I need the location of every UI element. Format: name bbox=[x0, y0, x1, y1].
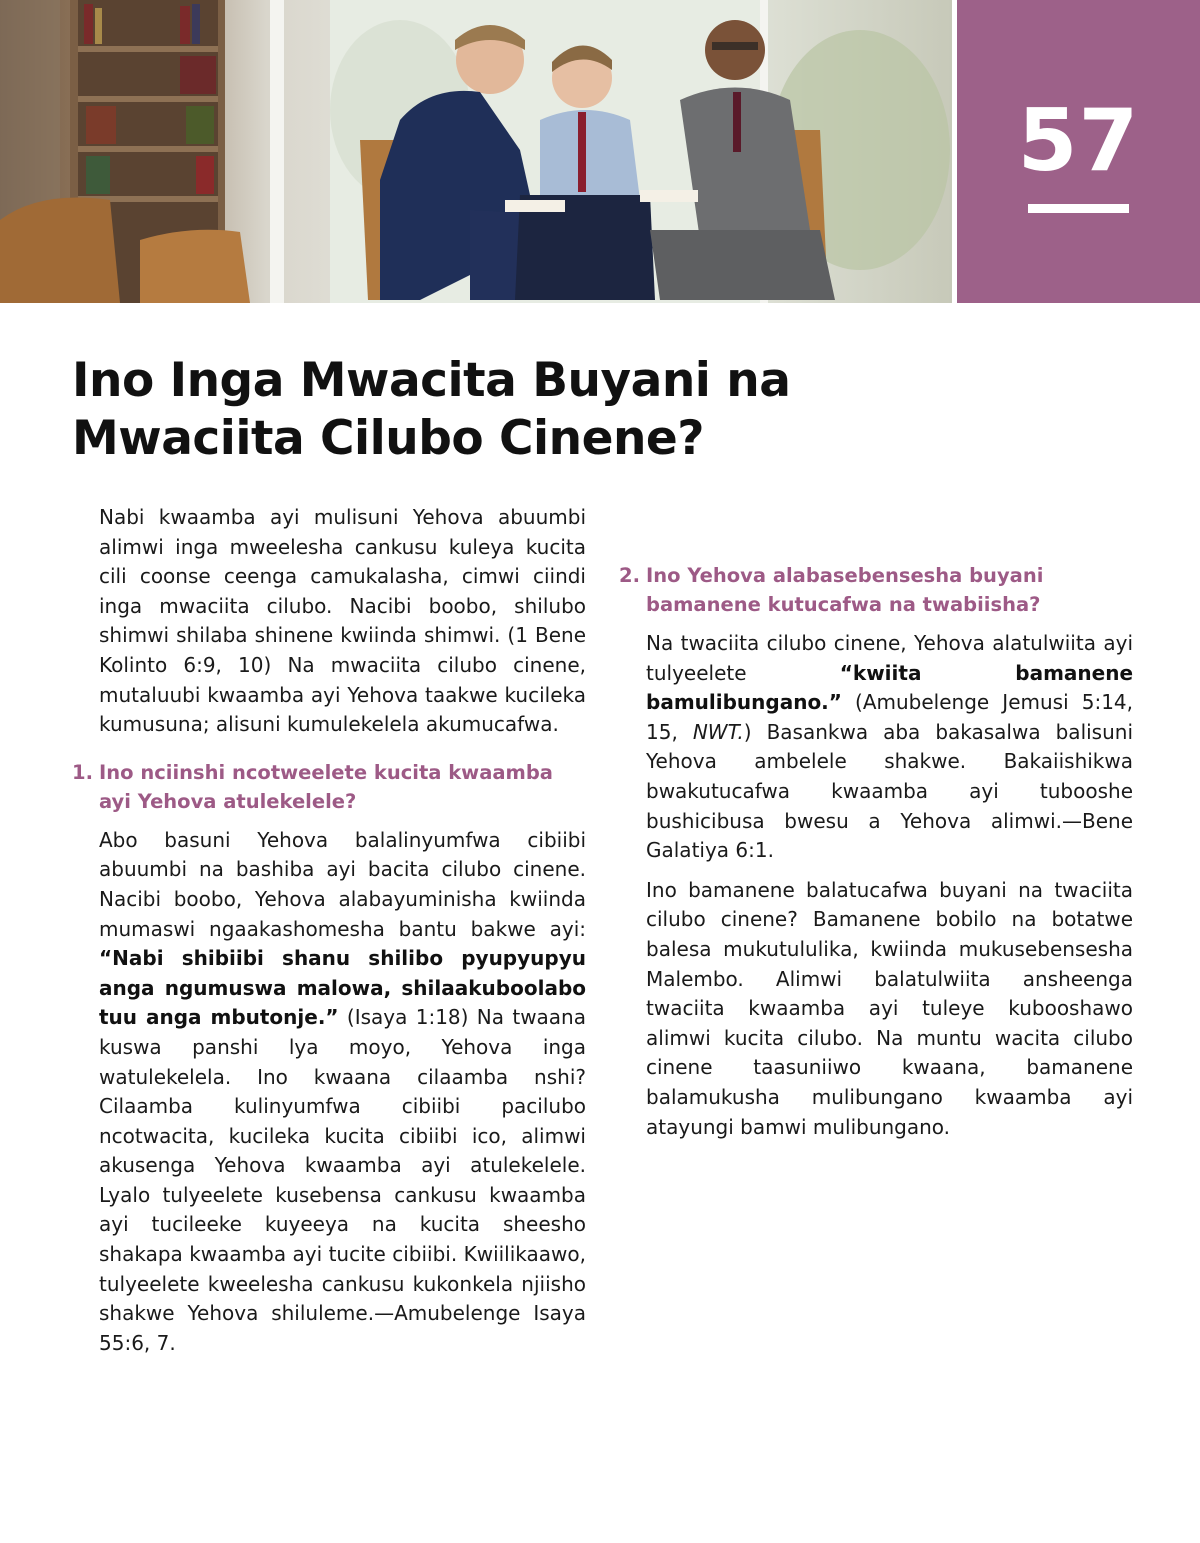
lesson-number-underline bbox=[1028, 204, 1129, 213]
question-1 bbox=[72, 758, 586, 816]
page-title bbox=[72, 352, 872, 468]
lesson-number: 57 bbox=[1017, 91, 1140, 191]
answer-1-paragraph bbox=[99, 826, 586, 1359]
question-1-text: Ino nciinshi ncotweelete kucita kwaamba ayi Yehova atulekelele? bbox=[99, 760, 553, 813]
answer-1-scripture-quote: “Nabi shibiibi shanu shilibo pyupyupyu anga ngumuswa malowa, shilaakuboolabo tuu anga mbutonje.” bbox=[99, 946, 586, 1030]
answer-2-text-a: Na twaciita cilubo cinene, Yehova alatulwiita ayi tulyeelete bbox=[646, 631, 1133, 685]
question-2 bbox=[619, 561, 1133, 619]
answer-2-bible-version: NWT. bbox=[692, 719, 744, 744]
question-2-number: 2. bbox=[619, 564, 640, 587]
page-title-line-2: Mwaciita Cilubo Cinene? bbox=[72, 411, 705, 466]
answer-2-paragraph bbox=[646, 629, 1133, 866]
answer-2-text-c: ) Basankwa aba bakasalwa balisuni Yehova ambelele shakwe. Bakaiishikwa bwakutucafwa kwaamba ayi tubooshe bushicibusa bwesu a Yehova alimwi.—Bene Galatiya 6:1. bbox=[646, 719, 1134, 863]
header-photo bbox=[0, 0, 952, 303]
intro-paragraph: Nabi kwaamba ayi mulisuni Yehova abuumbi alimwi inga mweelesha cankusu kuleya kucita cili coonse ceenga camukalasha, cimwi ciindi inga mwaciita cilubo. Nacibi boobo, shilubo shimwi shilaba shinene kwiinda shimwi. (1 Bene Kolinto 6:9, 10) Na mwaciita cilubo cinene, mutaluubi kwaamba ayi Yehova taakwe kucileka kumusuna; alisuni kumulekelela akumucafwa. bbox=[99, 505, 586, 737]
answer-1-text-b: (Isaya 1:18) Na twaana kuswa panshi lya moyo, Yehova inga watulekelela. Ino kwaana cilaamba nshi? Cilaamba kulinyumfwa cibiibi pacilubo ncotwacita, kucileka kucita cibiibi ico, alimwi akusenga Yehova kwaamba ayi atulekelele. Lyalo tulyeelete kusebensa cankusu kwaamba ayi tucileeke kuyeeya na kucita sheesho shakapa kwaamba ayi tucite cibiibi. Kwiilikaawo, tulyeelete kweelesha cankusu kukonkela njiisho shakwe Yehova shiluleme.—Amubelenge Isaya 55:6, 7. bbox=[99, 1005, 586, 1355]
right-column bbox=[619, 503, 1133, 1152]
header-photo-illustration bbox=[0, 0, 952, 303]
left-column bbox=[72, 503, 586, 1368]
answer-2-followup-paragraph: Ino bamanene balatucafwa buyani na twaciita cilubo cinene? Bamanene bobilo na botatwe balesa mukutululika, kwiinda mukusebensesha Malembo. Alimwi balatulwiita ansheenga twaciita kwaamba ayi tuleye kubooshawo alimwi kucita cilubo. Na muntu wacita cilubo cinene taasuniiwo kwaana, bamanene balamukusha mulibungano kwaamba ayi atayungi bamwi mulibungano. bbox=[646, 877, 1133, 1139]
answer-2-text-b: (Amubelenge Jemusi 5:14, 15, bbox=[646, 690, 1133, 744]
question-1-number: 1. bbox=[72, 760, 93, 784]
question-2-text: Ino Yehova alabasebensesha buyani bamanene kutucafwa na twabiisha? bbox=[646, 564, 1044, 616]
page-title-line-1: Ino Inga Mwacita Buyani na bbox=[72, 353, 791, 408]
answer-2-scripture-quote: “kwiita bamanene bamulibungano.” bbox=[646, 660, 1134, 715]
answer-1-text-a: Abo basuni Yehova balalinyumfwa cibiibi abuumbi na bashiba ayi bacita cilubo cinene. Nacibi boobo, Yehova alabayuminisha kwiinda mumaswi ngaakashomesha bantu bakwe ayi: bbox=[99, 827, 586, 941]
lesson-number-badge bbox=[957, 0, 1200, 303]
